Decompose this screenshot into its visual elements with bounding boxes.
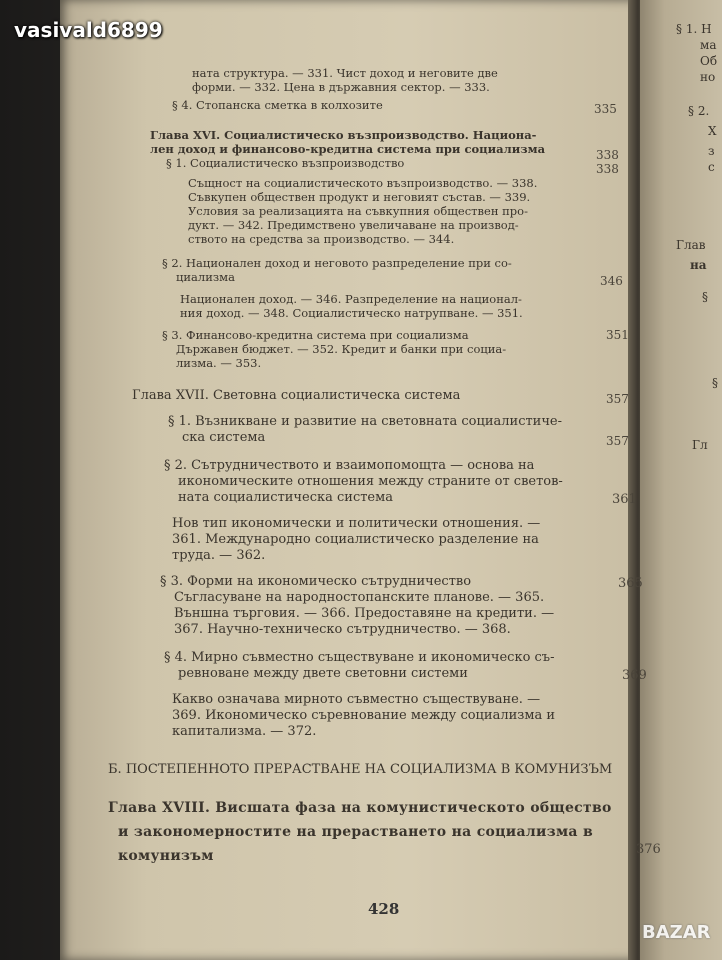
page-number: 428 xyxy=(368,900,400,918)
toc-text-line: ния доход. — 348. Социалистическо натрупване. — 351. xyxy=(180,306,523,320)
toc-section: § 1. Възникване и развитие на световната социалистиче- xyxy=(168,414,563,429)
toc-section: § 3. Финансово-кредитна система при социализма xyxy=(162,328,469,342)
page-ref: 361 xyxy=(612,492,637,507)
right-fragment: с xyxy=(708,160,715,174)
right-fragment: § xyxy=(712,376,718,390)
toc-section: § 2. Сътрудничеството и взаимопомощта — основа на xyxy=(164,458,535,473)
right-fragment: Глав xyxy=(676,238,706,252)
toc-text-line: дукт. — 342. Предимствено увеличаване на производ- xyxy=(188,218,519,232)
toc-text-line: ната структура. — 331. Чист доход и неговите две xyxy=(192,66,498,80)
toc-text-line: Външна търговия. — 366. Предоставяне на кредити. — xyxy=(174,606,555,621)
page-ref: 346 xyxy=(600,274,623,288)
right-fragment: § 1. Н xyxy=(676,22,712,36)
watermark-username: vasivald6899 xyxy=(14,18,163,42)
right-fragment: § 2. xyxy=(688,104,710,118)
toc-text-line: лизма. — 353. xyxy=(176,356,262,370)
toc-text-line: Условия за реализацията на съвкупния обществен про- xyxy=(188,204,528,218)
toc-text-line: Национален доход. — 346. Разпределение на национал- xyxy=(180,292,522,306)
part-heading: Б. ПОСТЕПЕННОТО ПРЕРАСТВАНЕ НА СОЦИАЛИЗМА В КОМУНИЗЪМ xyxy=(108,762,613,777)
toc-section: § 4. Стопанска сметка в колхозите xyxy=(172,98,383,112)
page-ref: 369 xyxy=(622,668,647,683)
toc-section: ска система xyxy=(182,430,266,445)
right-fragment: но xyxy=(700,70,716,84)
page-ref: 365 xyxy=(618,576,643,591)
right-fragment: ма xyxy=(700,38,717,52)
watermark-logo: BAZAR xyxy=(642,922,711,943)
page-ref: 376 xyxy=(636,842,661,857)
toc-section: ната социалистическа система xyxy=(178,490,393,505)
toc-text-line: 369. Икономическо съревнование между социализма и xyxy=(172,708,555,723)
toc-text-line: Съвкупен обществен продукт и неговият състав. — 339. xyxy=(188,190,531,204)
page-ref: 357 xyxy=(606,392,629,406)
toc-section: § 4. Мирно съвместно съществуване и икономическо съ- xyxy=(164,650,555,665)
toc-text-line: ството на средства за производство. — 344. xyxy=(188,232,455,246)
page-ref: 351 xyxy=(606,328,629,342)
page-ref: 338 xyxy=(596,162,619,176)
chapter-title: комунизъм xyxy=(118,848,214,864)
toc-section: циализма xyxy=(176,270,235,284)
toc-text-line: 367. Научно-техническо сътрудничество. — 368. xyxy=(174,622,511,637)
toc-section: § 3. Форми на икономическо сътрудничество xyxy=(160,574,472,589)
page-ref: 357 xyxy=(606,434,629,448)
right-fragment: § xyxy=(702,290,708,304)
right-fragment: на xyxy=(690,258,707,272)
toc-section: § 2. Национален доход и неговото разпределение при со- xyxy=(162,256,512,270)
toc-text-line: капитализма. — 372. xyxy=(172,724,317,739)
chapter-title: Глава XVI. Социалистическо възпроизводство. Национа- xyxy=(150,128,537,142)
right-fragment: Х xyxy=(708,124,717,138)
page-ref: 338 xyxy=(596,148,619,162)
page-ref: 335 xyxy=(594,102,617,116)
toc-text-line: труда. — 362. xyxy=(172,548,266,563)
toc-text-line: Същност на социалистическото възпроизводство. — 338. xyxy=(188,176,538,190)
toc-section: икономическите отношения между страните от светов- xyxy=(178,474,563,489)
toc-section: § 1. Социалистическо възпроизводство xyxy=(166,156,405,170)
toc-section: ревноване между двете световни системи xyxy=(178,666,468,681)
toc-text-line: 361. Международно социалистическо разделение на xyxy=(172,532,539,547)
chapter-title: Глава XVIII. Висшата фаза на комунистическото общество xyxy=(108,800,612,816)
toc-text-line: форми. — 332. Цена в държавния сектор. — 333. xyxy=(192,80,490,94)
chapter-title: Глава XVII. Световна социалистическа система xyxy=(132,388,461,403)
toc-text-line: Нов тип икономически и политически отношения. — xyxy=(172,516,541,531)
right-fragment: з xyxy=(708,144,715,158)
right-fragment: Гл xyxy=(692,438,708,452)
toc-text-line: Държавен бюджет. — 352. Кредит и банки при социа- xyxy=(176,342,507,356)
chapter-title: и закономерностите на прерастването на социализма в xyxy=(118,824,593,840)
right-fragment: Об xyxy=(700,54,718,68)
toc-text-line: Съгласуване на народностопанските планове. — 365. xyxy=(174,590,545,605)
chapter-title: лен доход и финансово-кредитна система при социализма xyxy=(150,142,546,156)
toc-text-line: Какво означава мирното съвместно съществуване. — xyxy=(172,692,541,707)
